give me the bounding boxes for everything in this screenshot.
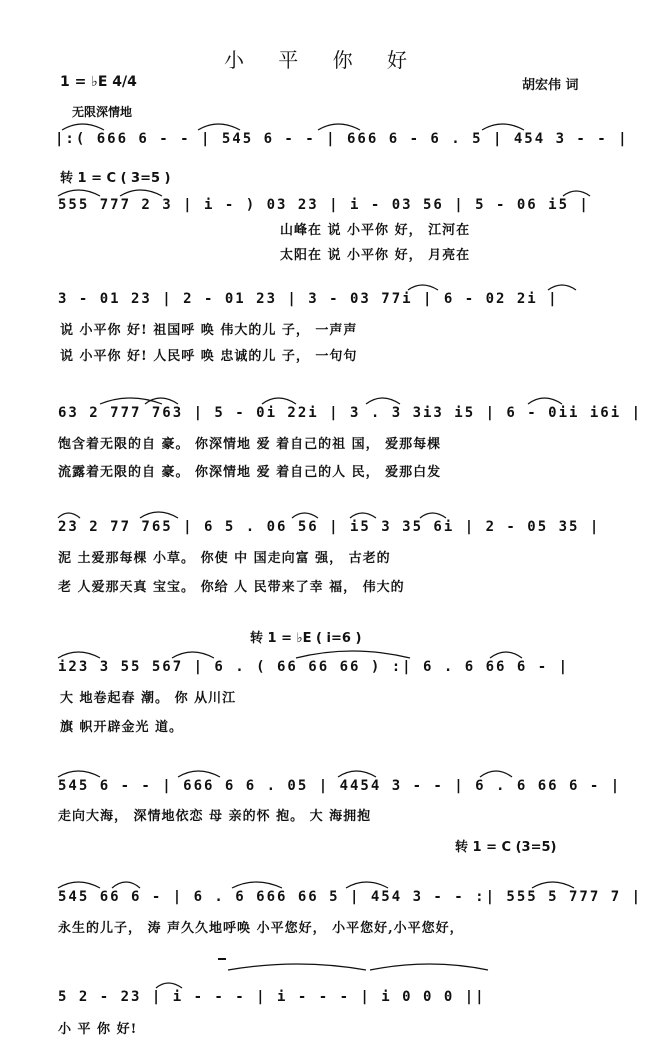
lyric-line-3-verse-1: 说 小平你 好! 祖国呼 唤 伟大的儿 子， 一声声 [60, 323, 358, 338]
modulation-3: 转 1 = C (3=5) [455, 840, 557, 855]
slur [178, 771, 220, 777]
slur [420, 513, 446, 518]
slur [62, 124, 104, 130]
key-signature: 1 = ♭E 4/4 [60, 74, 137, 90]
slur [58, 882, 100, 888]
slur [408, 285, 438, 290]
lyric-line-6-verse-1: 大 地卷起春 潮。 你 从川江 [60, 691, 237, 706]
slur [198, 124, 240, 130]
lyric-line-3-verse-2: 说 小平你 好! 人民呼 唤 忠诚的儿 子， 一句句 [60, 349, 358, 364]
slur [58, 771, 100, 777]
slur [346, 882, 388, 888]
slur [350, 513, 376, 518]
slur [145, 398, 178, 404]
song-title: 小 平 你 好 [223, 48, 422, 72]
lyric-line-4-verse-2: 流露着无限的自 豪。 你深情地 爱 着自己的人 民， 爱那白发 [58, 465, 442, 480]
lyric-line-2-verse-1: 山峰在 说 小平你 好， 江河在 [280, 223, 471, 238]
slur [112, 882, 140, 888]
notation-line-9: 5 2 - 23 | i - - - | i - - - | i 0 0 0 || [58, 989, 486, 1005]
lyric-line-5-verse-1: 泥 土爱那每棵 小草。 你使 中 国走向富 强， 古老的 [58, 551, 391, 566]
slur [532, 882, 574, 888]
slur [120, 190, 162, 196]
notation-line-3: 3 - 01 23 | 2 - 01 23 | 3 - 03 77i | 6 - 02 2i | [58, 291, 559, 307]
slur [232, 882, 282, 888]
accent-mark [218, 958, 226, 960]
slur [528, 398, 562, 404]
slur [58, 513, 80, 518]
notation-line-6: i23 3 55 567 | 6 . ( 66 66 66 ) :| 6 . 6 66 6 - | [58, 659, 570, 675]
lyric-line-9: 小 平 你 好! [58, 1022, 138, 1037]
slur [172, 652, 214, 658]
slur [482, 124, 524, 130]
slur [58, 652, 100, 658]
tie [228, 964, 366, 970]
lyricist-credit: 胡宏伟 词 [522, 78, 579, 93]
slur [292, 513, 318, 518]
notation-line-1: |:( 666 6 - - | 545 6 - - | 666 6 - 6 . 5 | 454 3 - - | [55, 131, 629, 147]
notation-line-5: 23 2 77 765 | 6 5 . 06 56 | i5 3 35 6i | 2 - 05 35 | [58, 519, 601, 535]
slur [490, 652, 522, 658]
modulation-1: 转 1 = C ( 3=5 ) [60, 171, 171, 186]
lyric-line-7: 走向大海， 深情地依恋 母 亲的怀 抱。 大 海拥抱 [58, 809, 372, 824]
lyric-line-8: 永生的儿子， 涛 声久久地呼唤 小平您好， 小平您好,小平您好， [58, 921, 464, 936]
slur [262, 398, 296, 404]
tie [370, 964, 488, 970]
notation-line-2: 555 777 2 3 | i - ) 03 23 | i - 03 56 | 5 - 06 i5 | [58, 197, 590, 213]
slur [156, 983, 182, 988]
tempo-marking: 无限深情地 [72, 105, 133, 119]
slur [318, 124, 360, 130]
lyric-line-2-verse-2: 太阳在 说 小平你 好， 月亮在 [280, 248, 471, 263]
slur [548, 285, 576, 290]
lyric-line-5-verse-2: 老 人爱那天真 宝宝。 你给 人 民带来了幸 福， 伟大的 [58, 580, 405, 595]
notation-line-7: 545 6 - - | 666 6 6 . 05 | 4454 3 - - | 6 . 6 66 6 - | [58, 778, 622, 794]
notation-line-4: 63 2 777 763 | 5 - 0i 22i | 3 . 3 3i3 i5 | 6 - 0ii i6i | [58, 405, 643, 421]
notation-line-8: 545 66 6 - | 6 . 6 666 66 5 | 454 3 - - :| 555 5 777 7 | [58, 889, 643, 905]
slur [58, 190, 100, 196]
slur [480, 771, 512, 777]
slur [296, 651, 410, 658]
slur [100, 398, 162, 404]
modulation-2: 转 1 = ♭E ( i=6 ) [250, 631, 362, 646]
slur [338, 771, 376, 777]
lyric-line-6-verse-2: 旗 帜开辟金光 道。 [60, 720, 184, 735]
slur [366, 398, 400, 404]
slur [140, 512, 178, 518]
slur [563, 191, 590, 196]
lyric-line-4-verse-1: 饱含着无限的自 豪。 你深情地 爱 着自己的祖 国， 爱那每棵 [58, 437, 442, 452]
